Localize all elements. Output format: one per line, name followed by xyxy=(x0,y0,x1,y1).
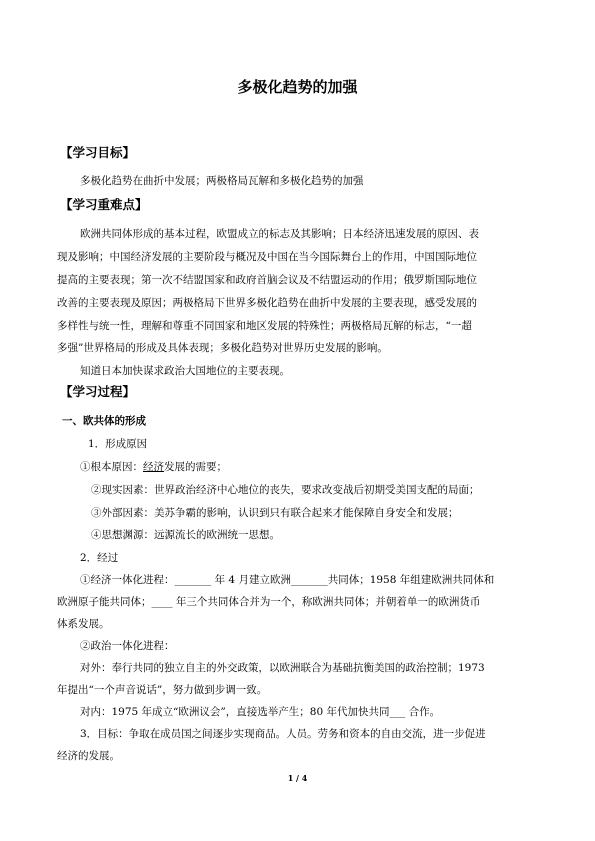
root-cause-underlined: 经济 xyxy=(143,461,164,473)
document-title: 多极化趋势的加强 xyxy=(237,78,358,96)
keypoints-line: 多样性与统一性，理解和尊重不同国家和地区发展的特殊性；两极格局瓦解的标志，“一超 xyxy=(57,320,472,332)
keypoints-line: 欧洲共同体形成的基本过程，欧盟成立的标志及其影响；日本经济迅速发展的原因、表 xyxy=(80,228,479,240)
root-cause-line xyxy=(80,462,227,473)
goal-line: 3．目标：争取在成员国之间逐步实现商品。人员。劳务和资本的自由交流，进一步促进 xyxy=(80,728,486,740)
external-factor: ③外部因素：美苏争霸的影响，认识到只有联合起来才能保障自身安全和发展； xyxy=(91,507,459,519)
objectives-text: 多极化趋势在曲折中发展；两极格局瓦解和多极化趋势的加强 xyxy=(80,175,364,187)
econ-line: 体系发展。 xyxy=(57,618,110,630)
idea-factor: ④思想渊源：远源流长的欧洲统一思想。 xyxy=(91,529,280,541)
internal-policy-line: 对内：1975 年成立“欧洲议会”，直接选举产生；80 年代加快共同___ 合作。 xyxy=(80,706,441,718)
root-cause-prefix: ①根本原因： xyxy=(80,461,143,473)
keypoints-line: 现及影响；中国经济发展的主要阶段与概况及中国在当今国际舞台上的作用，中国国际地位 xyxy=(57,251,477,263)
cause-title: 1．形成原因 xyxy=(88,438,148,450)
political-title: ②政治一体化进程： xyxy=(80,640,175,652)
reality-factor: ②现实因素：世界政治经济中心地位的丧失，要求改变战后初期受美国支配的局面； xyxy=(91,484,480,496)
process-heading: 【学习过程】 xyxy=(60,384,136,399)
page-number: 1 / 4 xyxy=(287,773,308,783)
section-title: 一、欧共体的形成 xyxy=(62,415,146,427)
goal-line: 经济的发展。 xyxy=(57,750,120,762)
process-title: 2．经过 xyxy=(80,552,119,564)
keypoints-line: 多强”世界格局的形成及具体表现；多极化趋势对世界历史发展的影响。 xyxy=(57,342,388,354)
external-policy-line: 对外：奉行共同的独立自主的外交政策，以欧洲联合为基础抗衡美国的政治控制；1973 xyxy=(80,662,485,674)
objectives-heading: 【学习目标】 xyxy=(60,145,136,160)
keypoints-line: 知道日本加快谋求政治大国地位的主要表现。 xyxy=(80,365,290,377)
keypoints-line: 改善的主要表现及原因；两极格局下世界多极化趋势在曲折中发展的主要表现，感受发展的 xyxy=(57,297,477,309)
root-cause-suffix: 发展的需要； xyxy=(164,461,227,473)
external-policy-line: 年提出“一个声音说话”，努力做到步调一致。 xyxy=(57,684,268,696)
keypoints-heading: 【学习重难点】 xyxy=(60,197,148,212)
keypoints-line: 提高的主要表现；第一次不结盟国家和政府首脑会议及不结盟运动的作用；俄罗斯国际地位 xyxy=(57,274,477,286)
econ-line: ①经济一体化进程：_______ 年 4 月建立欧洲_______共同体；1958 年组建欧洲共同体和 xyxy=(80,574,495,586)
econ-line: 欧洲原子能共同体；____ 年三个共同体合并为一个，称欧洲共同体；并朝着单一的欧洲货币 xyxy=(57,596,481,608)
